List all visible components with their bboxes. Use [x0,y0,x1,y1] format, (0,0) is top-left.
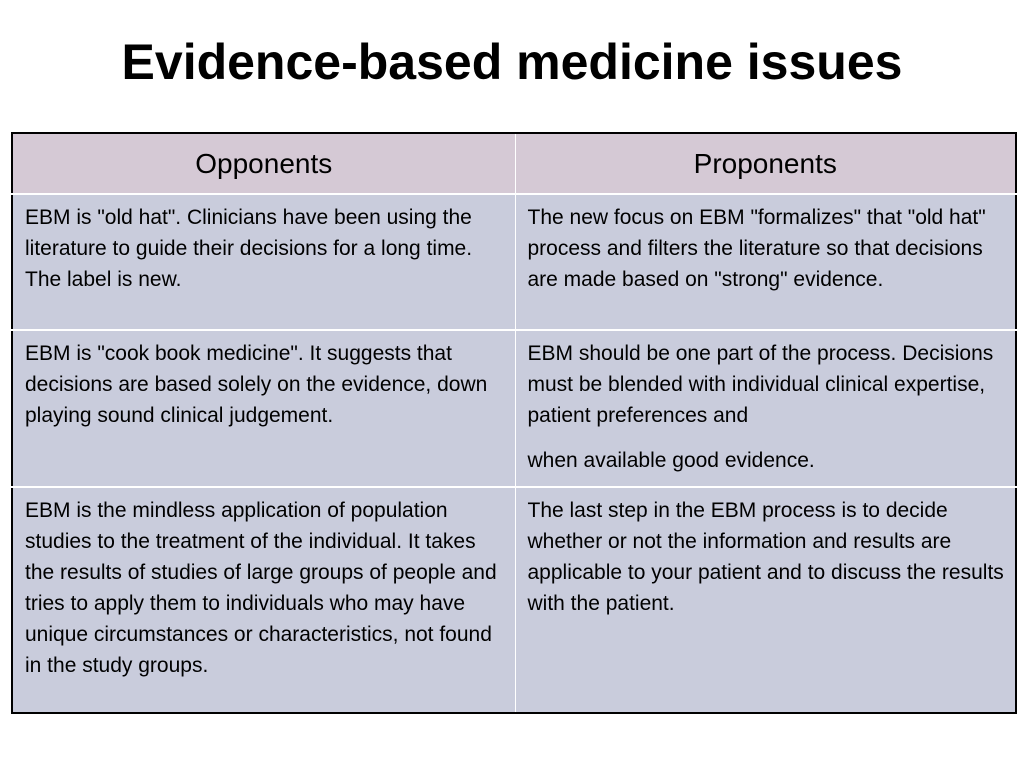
opponent-cell: EBM is "old hat". Clinicians have been using the literature to guide their decisions for a long time. The label is new. [12,194,515,330]
opponent-cell: EBM is "cook book medicine". It suggests that decisions are based solely on the evidence, down playing sound clinical judgement. [12,330,515,487]
comparison-table [11,132,1017,714]
slide-title: Evidence-based medicine issues [121,34,903,90]
proponent-cell: The new focus on EBM "formalizes" that "old hat" process and filters the literature so that decisions are made based on "strong" evidence. [515,194,1016,330]
table-header-row [12,133,1016,194]
proponent-cell-last-line: when available good evidence. [527,449,815,472]
proponent-cell: The last step in the EBM process is to decide whether or not the information and results are applicable to your patient and to discuss the results with the patient. [515,487,1016,713]
header-proponents: Proponents [515,133,1016,194]
table-row [12,194,1016,330]
proponent-cell-text: EBM should be one part of the process. Decisions must be blended with individual clinical expertise, patient preferences and [527,342,994,427]
table-row [12,487,1016,713]
proponent-cell [515,330,1016,487]
opponent-cell: EBM is the mindless application of population studies to the treatment of the individual. It takes the results of studies of large groups of people and tries to apply them to individuals who may have unique circumstances or characteristics, not found in the study groups. [12,487,515,713]
table-row [12,330,1016,487]
header-opponents: Opponents [12,133,515,194]
